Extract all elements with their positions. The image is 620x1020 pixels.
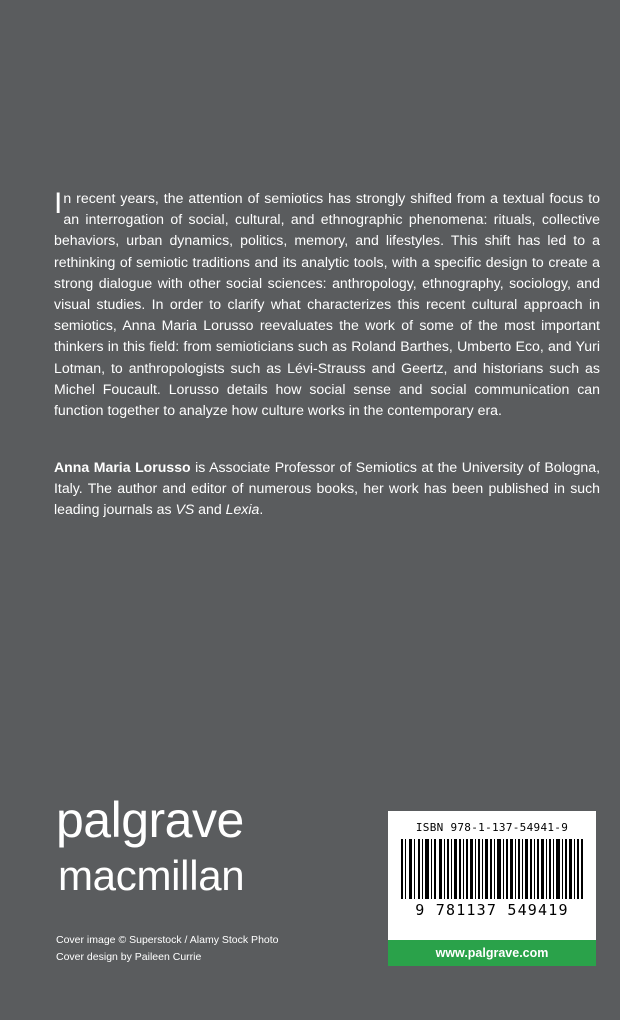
blurb-text: n recent years, the attention of semiotics has strongly shifted from a textual focus to an interrogation of social, cultural, and ethnographic phenomena: rituals, collective behaviors, urban dynamics, politics, memory, and lifestyles. This shift has led to a rethinking of semiotic traditions and its analytic tools, with a specific design to create a strong dialogue with other social sciences: anthropology, ethnography, sociology, and visual studies. In order to clarify what characterizes this recent cultural approach in semiotics, Anna Maria Lorusso reevaluates the work of some of the most important thinkers in this field: from semioticians such as Roland Barthes, Umberto Eco, and Yuri Lotman, to anthropologists such as Lévi-Strauss and Geertz, and historians such as Michel Foucault. Lorusso details how social sense and social communication can function together to analyze how culture works in the contemporary era. [54,190,600,419]
publisher-logo-macmillan: macmillan [58,852,245,899]
publisher-logo-palgrave: palgrave [56,792,244,848]
author-bio-paragraph [54,457,600,521]
blurb-paragraph [54,188,600,421]
author-name: Anna Maria Lorusso [54,459,191,475]
publisher-website: www.palgrave.com [388,940,596,966]
bio-conjunction: and [194,501,226,518]
author-bio-text: is Associate Professor of Semiotics at the University of Bologna, Italy. The author and editor of numerous books, her work has been published in such leading journals as [54,459,601,518]
drop-cap: I [54,187,63,220]
ean-digits: 9 781137 549419 [415,901,569,919]
publisher-logo [56,792,245,899]
barcode-icon [401,839,583,899]
barcode-block [388,811,596,966]
cover-image-credit: Cover image © Superstock / Alamy Stock Photo [56,934,279,946]
blurb-body [54,188,600,421]
journal-name-vs: VS [175,501,195,518]
cover-credits [56,932,279,966]
cover-design-credit: Cover design by Paileen Currie [56,951,202,963]
isbn-label: ISBN 978-1-137-54941-9 [415,821,569,834]
journal-name-lexia: Lexia [225,501,260,518]
author-bio [54,457,600,521]
bio-period: . [259,501,264,518]
